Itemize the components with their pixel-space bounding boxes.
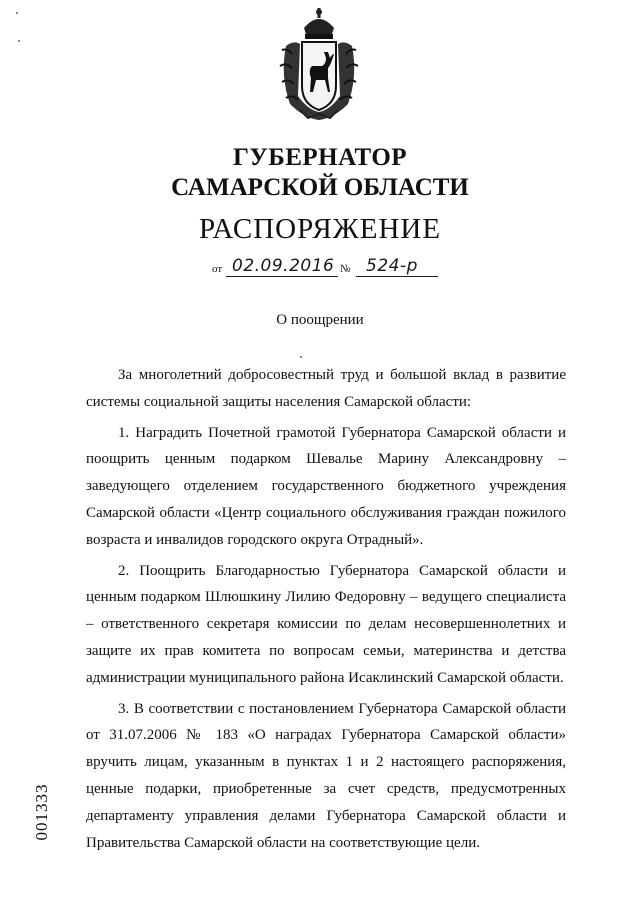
number-underline [356,276,438,277]
coat-of-arms-emblem [278,6,360,122]
date-underline [226,276,338,277]
intro-paragraph: За многолетний добросовестный труд и большой вклад в развитие системы социальной защиты населения Самарской области: [86,367,566,410]
serial-number-text: 001333 [32,783,51,841]
document-subject: О поощрении [276,312,364,328]
scan-speck [18,40,20,42]
authority-title-line1: ГУБЕРНАТОР [232,144,408,171]
authority-title-line2: САМАРСКОЙ ОБЛАСТИ [171,174,469,201]
document-type-heading: РАСПОРЯЖЕНИЕ [198,213,442,245]
date-prefix: от [212,263,223,275]
handwritten-date: 02.09.2016 [232,256,335,276]
scan-speck [16,12,18,14]
margin-serial-number [22,782,62,842]
paragraph-item-2: 2. Поощрить Благодарностью Губернатора Самарской области и ценным подарком Шлюшкину Лилию Федоровну – ведущего специалиста – ответственного секретаря комиссии по делам несовершеннолетних и защите их прав комитета по вопросам семьи, материнства и детства администрации муниципального района Исаклинский Самарской области. [86,562,566,686]
document-body [86,362,566,856]
date-number-line [212,256,452,280]
handwritten-number: 524-р [366,256,418,276]
scan-speck [300,356,302,358]
number-prefix: № [340,263,351,275]
paragraph-item-3: 3. В соответствии с постановлением Губернатора Самарской области от 31.07.2006 № 183 «О наградах Губернатора Самарской области» вручить лицам, указанным в пунктах 1 и 2 настоящего распоряжения, ценные подарки, приобретенные за счет средств, предусмотренных департаменту управления делами Губернатора Самарской области и Правительства Самарской области на соответствующие цели. [86,700,566,851]
paragraph-item-1: 1. Наградить Почетной грамотой Губернатора Самарской области и поощрить ценным подарком Шевалье Марину Александровну – заведующего отделением государственного бюджетного учреждения Самарской области «Центр социального обслуживания граждан пожилого возраста и инвалидов городского округа Отрадный». [86,424,566,548]
